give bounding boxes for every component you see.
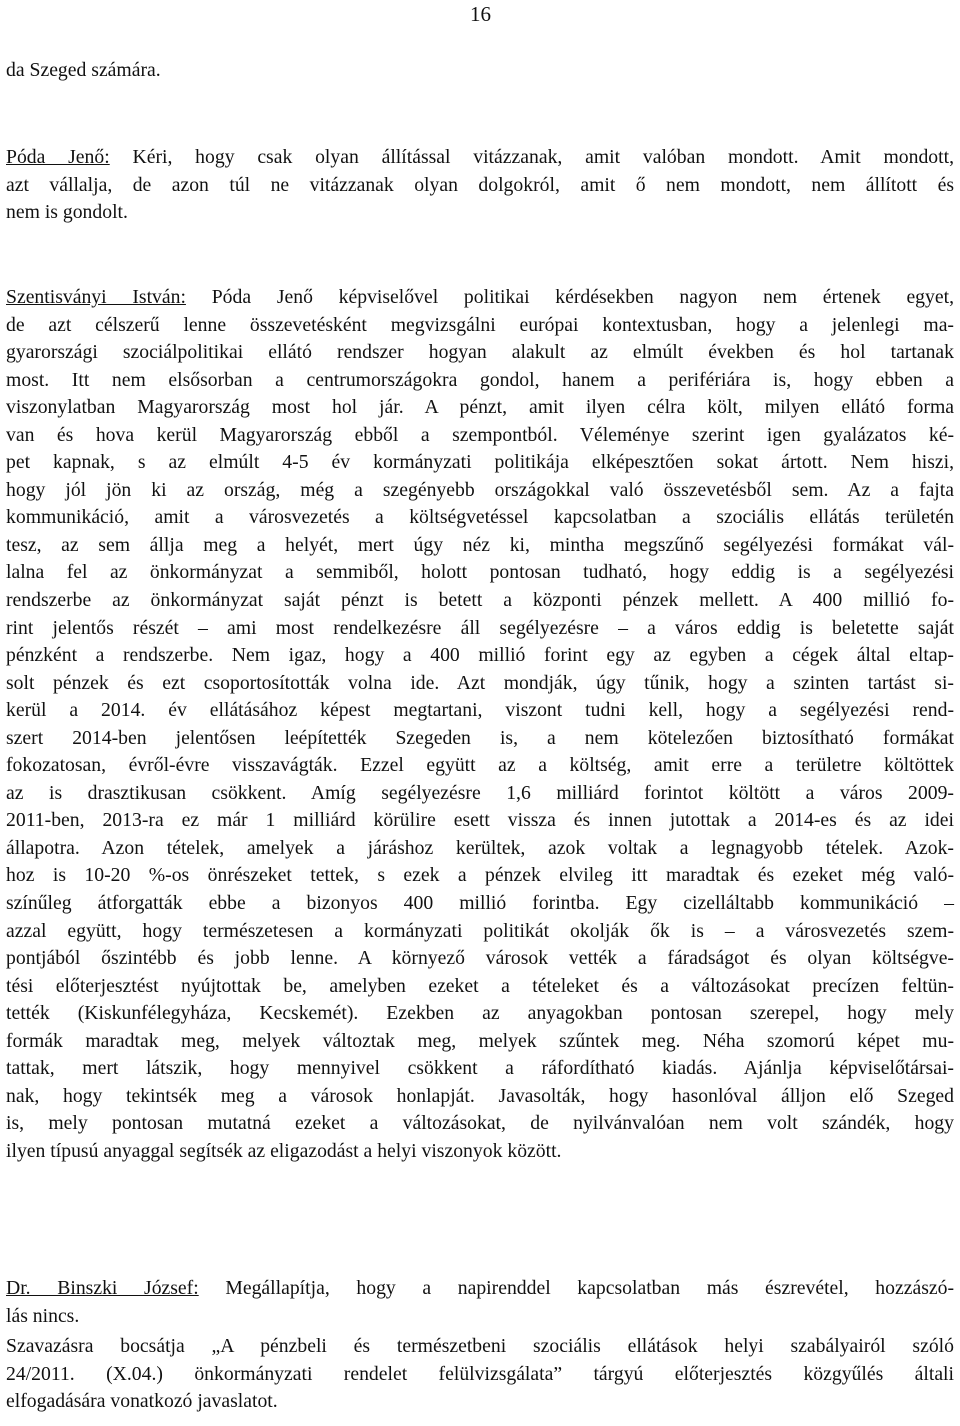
line-text: fokozatosan, évről-évre visszavágták. Ezzel együtt az a költség, amit erre a területre költöttek [6,754,954,777]
line-text: hogy jól jön ki az ország, még a szegényebb országokkal való összevetésből sem. Az a fajta [6,478,954,501]
paragraph-szentisvanyi [6,284,954,1166]
text-line [6,918,954,946]
text-line [6,697,954,725]
line-text: lalna fel az önkormányzat a semmiből, holott pontosan tudható, hogy eddig is a segélyezési [6,561,954,584]
line-text: nem is gondolt. [6,201,128,223]
paragraph-vote [6,1333,954,1416]
text-line [6,1110,954,1138]
text-line [6,945,954,973]
line-text: tattak, mert látszik, hogy mennyivel csökkent a ráfordítható kiadás. Ajánlja képviselőtársai- [6,1057,954,1080]
page-number: 16 [470,2,491,26]
text-line [6,339,954,367]
text-line [6,642,954,670]
line-text: Póda Jenő képviselővel politikai kérdésekben nagyon nem értenek egyet, [185,286,955,308]
text-line [6,559,954,587]
line-text: gyarországi szociálpolitikai ellátó rendszer hogyan alakult az elmúlt években és hol tartanak [6,341,954,364]
line-text: hoz is 10-20 %-os önrészeket tettek, s ezek a pénzek elvileg itt maradtak és ezeket még való- [6,864,954,887]
text-line [6,1083,954,1111]
line-text: állapotra. Azon tételek, amelyek a járáshoz kerültek, azok voltak a legnagyobb tételek. Azok- [6,836,954,859]
speaker-name: Dr. Binszki József: [6,1277,199,1299]
line-text: Kéri, hogy csak olyan állítással vitázzanak, amit valóban mondott. Amit mondott, [109,146,954,168]
text-line [6,1333,954,1361]
text-line [6,1361,954,1389]
text-line [6,144,954,172]
text-line [6,1028,954,1056]
speaker-name: Szentisványi István: [6,286,186,308]
text-line [6,890,954,918]
paragraph-binszki [6,1275,954,1330]
line-text: lás nincs. [6,1304,80,1327]
line-text: az is drasztikusan csökkent. Amíg segélyezésre 1,6 milliárd forintot költött a város 2009- [6,781,954,804]
line-text: tési előterjesztést nyújtottak be, amelyben ezeket a tételeket és a változásokat precízen feltün- [6,974,954,997]
line-text: is, mely pontosan mutatná ezeket a változásokat, de nyilvánvalóan nem volt szándék, hogy [6,1112,954,1135]
line-text: szert 2014-ben jelentősen leépítették Szegeden is, a nem kötelezően biztosítható formákat [6,726,954,749]
text-line [6,504,954,532]
line-text: kerül a 2014. év ellátásához képest megtartani, viszont tudni kell, hogy a segélyezési rend- [6,699,954,722]
line-text: pontjából őszintébb és jobb lenne. A környező városok vették a fáradságot és olyan költségve- [6,947,954,970]
text-line: da Szeged számára. [6,59,161,81]
line-text: tették (Kiskunfélegyháza, Kecskemét). Ezekben az anyagokban pontosan szerepel, hogy mely [6,1002,954,1025]
line-text: viszonylatban Magyarország most hol jár. A pénzt, amit ilyen célra költ, milyen ellátó forma [6,396,954,419]
line-text: 2011-ben, 2013-ra ez már 1 milliárd körülire esett vissza és innen jutottak a 2014-es és az idei [6,809,954,832]
speaker-name: Póda Jenő: [6,146,110,168]
line-text: nak, hogy tekintsék meg a városok honlapját. Javasolták, hogy hasonlóval álljon elő Szeged [6,1084,954,1107]
line-text: van és hova kerül Magyarország ebből a szempontból. Véleménye szerint igen gyalázatos ké- [6,423,954,446]
text-line [6,422,954,450]
line-text: solt pénzek és ezt csoportosították volna ide. Azt mondják, úgy tűnik, hogy a szinten tartást si- [6,671,954,694]
line-text: rint jelentős részét – ami most rendelkezésre áll segélyezésre – a város eddig is beletette saját [6,616,954,639]
line-text: ilyen típusú anyaggal segítsék az eligazodást a helyi viszonyok között. [6,1139,562,1162]
text-line [6,835,954,863]
line-text: de azt célszerű lenne összevetésként megvizsgálni európai kontextusban, hogy a jelenlegi ma- [6,313,954,336]
text-line [6,752,954,780]
line-text: rendszerbe az önkormányzat saját pénzt is betett a központi pénzek mellett. A 400 millió fo- [6,589,954,612]
text-line [6,725,954,753]
line-text: 24/2011. (X.04.) önkormányzati rendelet felülvizsgálata” tárgyú előterjesztés közgyűlés általi [6,1362,954,1385]
text-line [6,394,954,422]
text-line [6,862,954,890]
text-line [6,532,954,560]
text-line [6,172,954,200]
text-line [6,477,954,505]
line-text: most. Itt nem elsősorban a centrumországokra gondol, hanem a perifériára is, hogy ebben a [6,368,954,391]
text-line [6,1388,954,1416]
line-text: tesz, az sem állja meg a helyét, mert úgy néz ki, mintha megszűnő segélyezési formákat vál- [6,533,954,556]
text-line [6,670,954,698]
text-line [6,587,954,615]
text-line [6,1000,954,1028]
text-line [6,284,954,312]
text-line [6,1303,954,1331]
line-text: Szavazásra bocsátja „A pénzbeli és természetbeni szociális ellátások helyi szabályairól szóló [6,1335,954,1357]
text-line [6,449,954,477]
text-line [6,615,954,643]
text-line [6,780,954,808]
text-line [6,1055,954,1083]
line-text: kommunikáció, amit a városvezetés a költségvetéssel kapcsolatban a szociális ellátás területén [6,506,954,529]
line-text: Megállapítja, hogy a napirenddel kapcsolatban más észrevétel, hozzászó- [198,1277,955,1299]
text-line [6,312,954,340]
line-text: formák maradtak meg, melyek változtak meg, melyek szűntek meg. Néha szomorú képet mu- [6,1029,954,1052]
text-line [6,1275,954,1303]
line-text: pénzként a rendszerbe. Nem igaz, hogy a 400 millió forint egy az egyben a cégek által eltap- [6,644,954,667]
line-text: azt vállalja, de azon túl ne vitázzanak olyan dolgokról, amit ő nem mondott, nem állított és [6,173,954,196]
line-text: azzal együtt, hogy természetesen a kormányzati politikát okolják ők is – a városvezetés szem- [6,919,954,942]
text-line [6,807,954,835]
text-line [6,973,954,1001]
paragraph-intro [6,57,954,85]
line-text: színűleg átforgatták ebbe a bizonyos 400 millió forintba. Egy cizelláltabb kommunikáció – [6,892,954,915]
paragraph-poda [6,144,954,227]
text-line [6,1138,954,1166]
line-text: elfogadására vonatkozó javaslatot. [6,1390,278,1412]
text-line [6,367,954,395]
text-line [6,199,954,227]
line-text: pet kapnak, s az elmúlt 4-5 év kormányzati politikája elképesztően sokat ártott. Nem hiszi, [6,451,954,474]
